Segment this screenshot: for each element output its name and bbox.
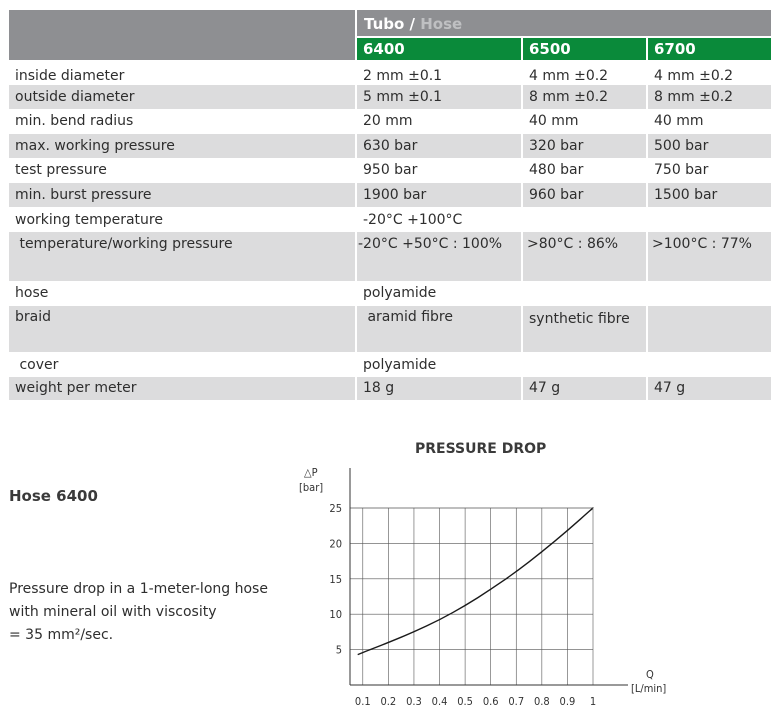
row-label: max. working pressure	[9, 134, 355, 158]
row-label: cover	[9, 352, 355, 377]
row-temperature-working-pressure: temperature/working pressure -20°C +50°C : 100% >80°C : 86% >100°C : 77%	[9, 232, 771, 281]
row-label: test pressure	[9, 158, 355, 183]
row-label: working temperature	[9, 207, 355, 232]
row-max-working-pressure: max. working pressure 630 bar 320 bar 500 bar	[9, 134, 771, 158]
chart-title: PRESSURE DROP	[415, 441, 547, 457]
y-tick-label: 5	[335, 643, 342, 657]
y-axis-unit: [bar]	[299, 481, 324, 494]
x-tick-label: 0.7	[508, 695, 525, 708]
row-cover: cover polyamide	[9, 352, 771, 377]
x-tick-label: 0.5	[457, 695, 473, 708]
series-line	[358, 508, 593, 655]
y-tick-label: 25	[329, 502, 342, 515]
chart-ticks	[329, 502, 596, 708]
chart-series	[358, 508, 593, 655]
table-title: Tubo / Hose	[357, 10, 771, 36]
model-6500-header: 6500	[523, 38, 646, 60]
header-blank-lower	[9, 36, 355, 60]
row-weight-per-meter: weight per meter 18 g 47 g 47 g	[9, 377, 771, 400]
row-bend-radius: min. bend radius 20 mm 40 mm 40 mm	[9, 109, 771, 134]
row-hose: hose polyamide	[9, 281, 771, 306]
row-outside-diameter: outside diameter 5 mm ±0.1 8 mm ±0.2 8 mm ±0.2	[9, 85, 771, 109]
row-label: temperature/working pressure	[9, 232, 355, 281]
row-inside-diameter: inside diameter 2 mm ±0.1 4 mm ±0.2 4 mm ±0.2	[9, 60, 771, 84]
row-min-burst-pressure: min. burst pressure 1900 bar 960 bar 1500 bar	[9, 183, 771, 207]
hose-title: Hose 6400	[9, 487, 98, 505]
row-test-pressure: test pressure 950 bar 480 bar 750 bar	[9, 158, 771, 183]
chart-grid	[350, 508, 593, 685]
spec-table	[9, 10, 771, 400]
row-label: min. burst pressure	[9, 183, 355, 207]
y-tick-label: 10	[329, 608, 342, 622]
x-tick-label: 0.3	[406, 695, 422, 708]
x-axis-symbol: Q	[646, 668, 654, 681]
model-6700-header: 6700	[648, 38, 771, 60]
row-label: inside diameter	[9, 62, 355, 84]
x-tick-label: 0.2	[380, 695, 397, 708]
y-tick-label: 15	[329, 572, 342, 586]
pressure-drop-chart	[290, 460, 680, 720]
x-axis-unit: [L/min]	[631, 682, 667, 695]
row-label: weight per meter	[9, 377, 355, 400]
row-braid: braid aramid fibre synthetic fibre	[9, 306, 771, 352]
x-tick-label: 0.6	[482, 695, 499, 708]
row-label: min. bend radius	[9, 109, 355, 134]
y-axis-symbol: △P	[304, 466, 318, 479]
row-label: hose	[9, 281, 355, 306]
x-tick-label: 0.4	[431, 695, 448, 708]
x-tick-label: 0.9	[559, 695, 576, 708]
x-tick-label: 0.1	[354, 695, 371, 708]
model-6400-header: 6400	[357, 38, 521, 60]
header-blank	[9, 10, 355, 36]
x-tick-label: 1	[589, 695, 597, 708]
chart-axes	[350, 468, 628, 685]
chart-description: Pressure drop in a 1-meter-long hose with mineral oil with viscosity = 35 mm²/sec.	[9, 581, 268, 643]
row-label: outside diameter	[9, 85, 355, 109]
y-tick-label: 20	[329, 537, 342, 551]
row-working-temperature: working temperature -20°C +100°C	[9, 207, 771, 232]
x-tick-label: 0.8	[533, 695, 550, 708]
row-label: braid	[9, 306, 355, 352]
